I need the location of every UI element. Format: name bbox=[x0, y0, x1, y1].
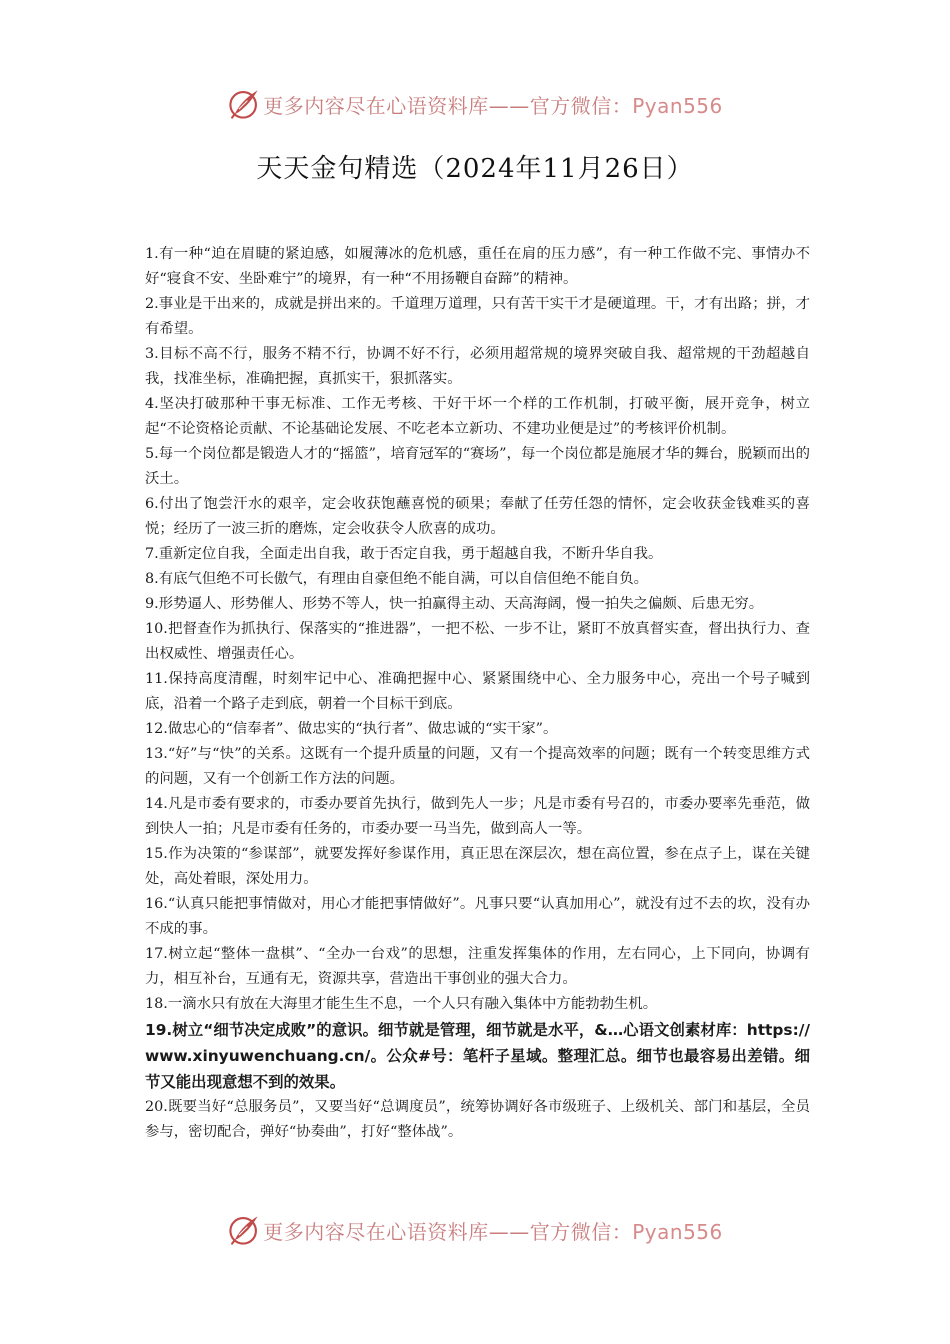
quote-item: 1.有一种“迫在眉睫的紧迫感，如履薄冰的危机感，重任在肩的压力感”，有一种工作做不完、事情办不好“寝食不安、坐卧难宁”的境界，有一种“不用扬鞭自奋蹄”的精神。 bbox=[145, 246, 810, 287]
quote-item: 8.有底气但绝不可长傲气，有理由自豪但绝不能自满，可以自信但绝不能自负。 bbox=[145, 571, 649, 587]
quote-item: 17.树立起“整体一盘棋”、“全办一台戏”的思想，注重发挥集体的作用，左右同心，上下同向，协调有力，相互补台，互通有无，资源共享，营造出干事创业的强大合力。 bbox=[145, 946, 810, 987]
quote-item: 15.作为决策的“参谋部”，就要发挥好参谋作用，真正思在深层次，想在高位置，参在点子上，谋在关键处，高处着眼，深处用力。 bbox=[145, 846, 810, 887]
quill-logo-icon bbox=[227, 1213, 261, 1247]
quote-item: 16.“认真只能把事情做对，用心才能把事情做好”。凡事只要“认真加用心”，就没有过不去的坎，没有办不成的事。 bbox=[145, 896, 810, 937]
quote-item: 2.事业是干出来的，成就是拼出来的。千道理万道理，只有苦干实干才是硬道理。干，才有出路；拼，才有希望。 bbox=[145, 296, 810, 337]
quote-item: 14.凡是市委有要求的，市委办要首先执行，做到先人一步；凡是市委有号召的，市委办要率先垂范，做到快人一拍；凡是市委有任务的，市委办要一马当先，做到高人一等。 bbox=[145, 796, 810, 837]
footer-banner bbox=[0, 1210, 950, 1250]
banner-text bbox=[263, 1216, 723, 1245]
quote-item: 7.重新定位自我，全面走出自我，敢于否定自我，勇于超越自我，不断升华自我。 bbox=[145, 546, 663, 562]
quote-item: 9.形势逼人、形势催人、形势不等人，快一拍赢得主动、天高海阔，慢一拍失之偏颇、后患无穷。 bbox=[145, 596, 764, 612]
quote-list bbox=[145, 242, 810, 1145]
quote-item: 12.做忠心的“信奉者”、做忠实的“执行者”、做忠诚的“实干家”。 bbox=[145, 721, 558, 737]
header-banner bbox=[0, 84, 950, 124]
banner-wechat-id: Pyan556 bbox=[632, 1219, 723, 1244]
banner-slogan: 更多内容尽在心语资料库——官方微信： bbox=[263, 93, 633, 118]
quote-item-highlight: 19.树立“细节决定成败”的意识。细节就是管理，细节就是水平，&…心语文创素材库：https://www.xinyuwenchuang.cn/。公众#号：笔杆子星域。整理汇总。细节也最容易出差错。细节又能出现意想不到的效果。 bbox=[145, 1021, 810, 1091]
page-title: 天天金句精选（2024年11月26日） bbox=[256, 154, 694, 184]
banner-text bbox=[263, 90, 723, 119]
quote-item: 6.付出了饱尝汗水的艰辛，定会收获饱蘸喜悦的硕果；奉献了任劳任怨的情怀，定会收获金钱难买的喜悦；经历了一波三折的磨炼，定会收获令人欣喜的成功。 bbox=[145, 496, 810, 537]
quote-item: 20.既要当好“总服务员”，又要当好“总调度员”，统筹协调好各市级班子、上级机关、部门和基层，全员参与，密切配合，弹好“协奏曲”，打好“整体战”。 bbox=[145, 1099, 810, 1140]
banner-wechat-id: Pyan556 bbox=[632, 93, 723, 118]
banner-slogan: 更多内容尽在心语资料库——官方微信： bbox=[263, 1219, 633, 1244]
quote-item: 11.保持高度清醒，时刻牢记中心、准确把握中心、紧紧围绕中心、全力服务中心，亮出一个号子喊到底，沿着一个路子走到底，朝着一个目标干到底。 bbox=[145, 671, 810, 712]
quote-item: 10.把督查作为抓执行、保落实的“推进器”，一把不松、一步不让，紧盯不放真督实查，督出执行力、查出权威性、增强责任心。 bbox=[145, 621, 810, 662]
quote-item: 18.一滴水只有放在大海里才能生生不息，一个人只有融入集体中方能勃勃生机。 bbox=[145, 996, 658, 1012]
quote-item: 4.坚决打破那种干事无标准、工作无考核、干好干坏一个样的工作机制，打破平衡，展开竞争，树立起“不论资格论贡献、不论基础论发展、不吃老本立新功、不建功业便是过”的考核评价机制。 bbox=[145, 396, 810, 437]
quote-item: 5.每一个岗位都是锻造人才的“摇篮”，培育冠军的“赛场”，每一个岗位都是施展才华的舞台，脱颖而出的沃土。 bbox=[145, 446, 810, 487]
quill-logo-icon bbox=[227, 87, 261, 121]
quote-item: 3.目标不高不行，服务不精不行，协调不好不行，必须用超常规的境界突破自我、超常规的干劲超越自我，找准坐标，准确把握，真抓实干，狠抓落实。 bbox=[145, 346, 810, 387]
quote-item: 13.“好”与“快”的关系。这既有一个提升质量的问题，又有一个提高效率的问题；既有一个转变思维方式的问题，又有一个创新工作方法的问题。 bbox=[145, 746, 810, 787]
